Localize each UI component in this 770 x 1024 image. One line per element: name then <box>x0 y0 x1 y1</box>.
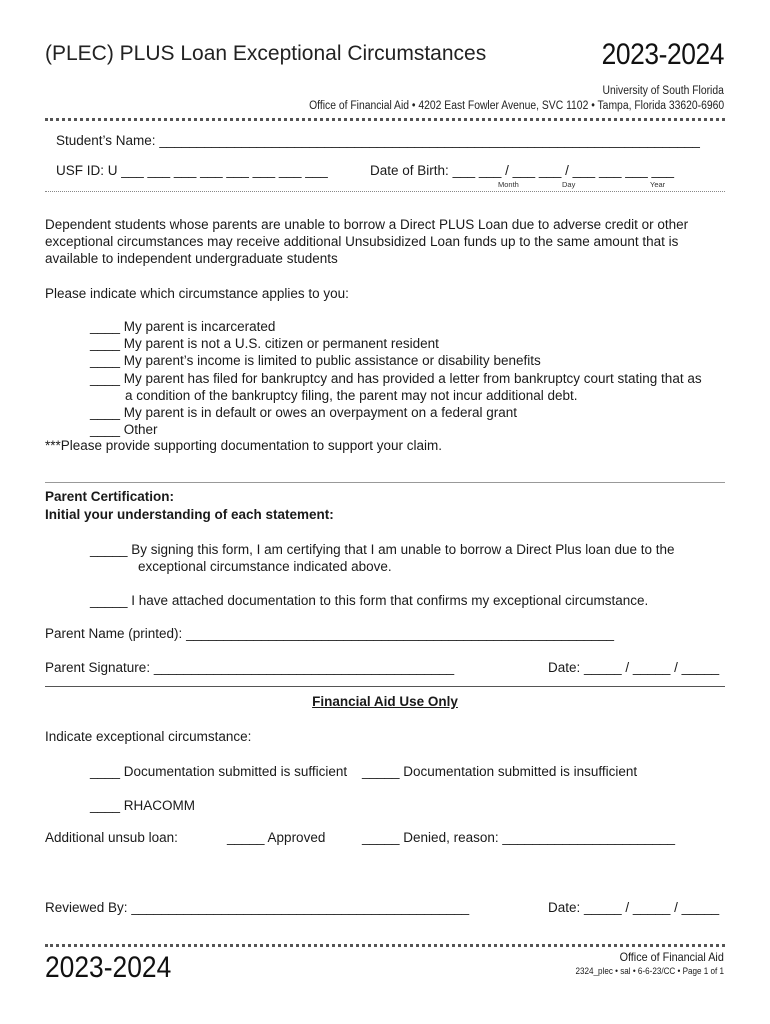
parent-date-label: Date: <box>548 660 581 675</box>
parent-signature-line: ________________________________________ <box>153 660 455 675</box>
approved-option[interactable]: _____ Approved <box>227 830 326 845</box>
reviewed-date-line: _____ / _____ / _____ <box>584 900 720 915</box>
student-name-field[interactable] <box>56 133 700 148</box>
office-address: Office of Financial Aid • 4202 East Fowler Avenue, SVC 1102 • Tampa, Florida 33620-6960 <box>309 100 724 112</box>
parent-statement-unable-continued: exceptional circumstance indicated above. <box>138 559 392 574</box>
reviewed-by-line: _____________________________________________ <box>131 900 470 915</box>
circumstance-bankruptcy-continued: a condition of the bankruptcy filing, the parent may not incur additional debt. <box>125 388 578 403</box>
rhacomm-option[interactable]: ____ RHACOMM <box>90 798 196 813</box>
usf-id-label: USF ID: U <box>56 163 118 178</box>
dob-year-caption: Year <box>650 180 666 189</box>
footer-office: Office of Financial Aid <box>619 950 724 964</box>
office-use-divider <box>45 686 725 687</box>
denied-option[interactable]: _____ Denied, reason: _______________________ <box>362 830 676 845</box>
office-use-heading: Financial Aid Use Only <box>312 694 458 709</box>
parent-statement-unable-to-borrow[interactable]: _____ By signing this form, I am certifying that I am unable to borrow a Direct Plus loan due to the <box>90 542 675 557</box>
dob-label: Date of Birth: <box>370 163 449 178</box>
indicate-circumstance-label: Indicate exceptional circumstance: <box>45 729 252 744</box>
parent-name-label: Parent Name (printed): <box>45 626 183 641</box>
initial-heading: Initial your understanding of each statement: <box>45 507 334 522</box>
circumstance-public-assistance[interactable]: ____ My parent’s income is limited to public assistance or disability benefits <box>90 353 541 368</box>
doc-sufficient-option[interactable]: ____ Documentation submitted is sufficient <box>90 764 348 779</box>
award-year-header: 2023-2024 <box>601 38 724 71</box>
usf-id-field[interactable] <box>56 163 328 178</box>
parent-date-field[interactable] <box>548 660 719 675</box>
award-year-footer: 2023-2024 <box>45 951 172 984</box>
support-note: ***Please provide supporting documentation to support your claim. <box>45 438 442 453</box>
parent-statement-documentation[interactable]: _____ I have attached documentation to this form that confirms my exceptional circumstance. <box>90 593 649 608</box>
circumstance-default[interactable]: ____ My parent is in default or owes an overpayment on a federal grant <box>90 405 518 420</box>
reviewed-date-field[interactable] <box>548 900 719 915</box>
parent-signature-field[interactable] <box>45 660 454 675</box>
footer-divider <box>45 944 725 947</box>
dob-field[interactable] <box>370 163 674 178</box>
parent-signature-label: Parent Signature: <box>45 660 151 675</box>
parent-name-field[interactable] <box>45 626 614 641</box>
student-divider <box>45 191 725 192</box>
footer-form-code: 2324_plec • sal • 6-6-23/CC • Page 1 of 1 <box>575 966 724 976</box>
circumstance-bankruptcy[interactable]: ____ My parent has filed for bankruptcy and has provided a letter from bankruptcy court stating that as <box>90 371 702 386</box>
circumstance-incarcerated[interactable]: ____ My parent is incarcerated <box>90 319 276 334</box>
parent-date-line: _____ / _____ / _____ <box>584 660 720 675</box>
circumstance-other[interactable]: ____ Other <box>90 422 158 437</box>
reviewed-by-label: Reviewed By: <box>45 900 128 915</box>
parent-cert-heading: Parent Certification: <box>45 489 175 504</box>
student-name-label: Student’s Name: <box>56 133 156 148</box>
circumstance-prompt: Please indicate which circumstance applies to you: <box>45 286 349 301</box>
dob-day-caption: Day <box>562 180 576 189</box>
reviewed-by-field[interactable] <box>45 900 469 915</box>
reviewed-date-label: Date: <box>548 900 581 915</box>
parent-name-line: _________________________________________________________ <box>186 626 615 641</box>
dob-line: ___ ___ / ___ ___ / ___ ___ ___ ___ <box>452 163 675 178</box>
intro-paragraph: Dependent students whose parents are unable to borrow a Direct PLUS Loan due to adverse credit or other exceptional circumstances may receive additional Unsubsidized Loan funds up to the same amount that is available to independent undergraduate students <box>45 217 689 266</box>
student-name-line: ________________________________________________________________________ <box>159 133 700 148</box>
section-divider <box>45 482 725 483</box>
header-divider <box>45 118 725 121</box>
doc-insufficient-option[interactable]: _____ Documentation submitted is insufficient <box>362 764 638 779</box>
university-name: University of South Florida <box>602 85 724 97</box>
additional-loan-label: Additional unsub loan: <box>45 830 178 845</box>
circumstance-non-citizen[interactable]: ____ My parent is not a U.S. citizen or permanent resident <box>90 336 439 351</box>
dob-month-caption: Month <box>498 180 519 189</box>
usf-id-line: ___ ___ ___ ___ ___ ___ ___ ___ <box>121 163 328 178</box>
form-title: (PLEC) PLUS Loan Exceptional Circumstances <box>45 42 487 65</box>
